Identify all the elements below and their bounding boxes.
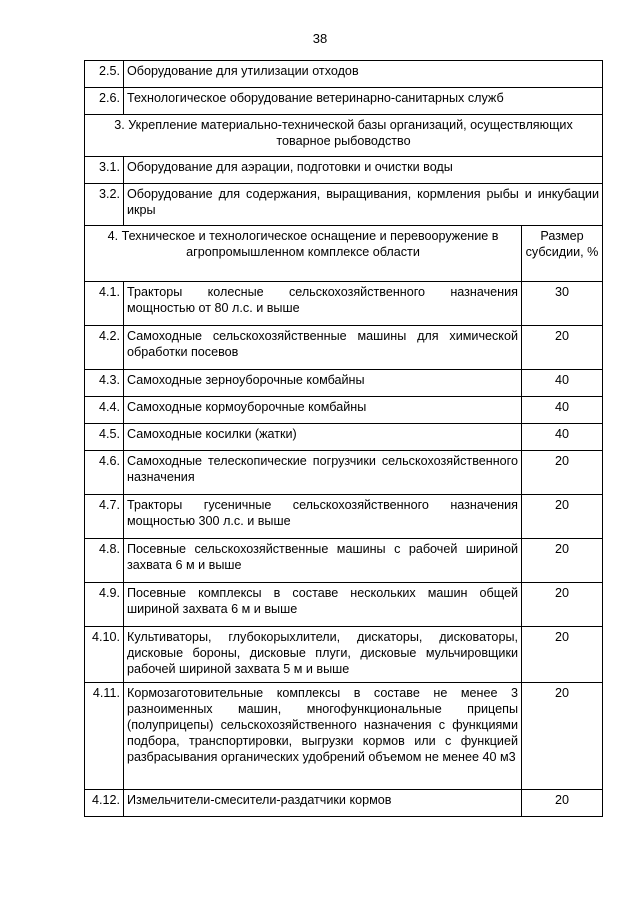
row-number: 4.12. (85, 790, 124, 817)
page-number: 38 (312, 31, 328, 46)
row-text: Посевные комплексы в составе нескольких машин общей шириной захвата 6 м и выше (124, 583, 522, 627)
row-number: 4.9. (85, 583, 124, 627)
row-text: Самоходные косилки (жатки) (124, 424, 522, 451)
row-text: Самоходные зерноуборочные комбайны (124, 370, 522, 397)
row-text: Технологическое оборудование ветеринарно-санитарных служб (124, 88, 603, 115)
table-row (85, 397, 603, 424)
section-4-title: 4. Техническое и технологическое оснащение и перевооружение в агропромышленном комплексе области (85, 226, 522, 282)
row-number: 4.7. (85, 495, 124, 539)
row-text: Оборудование для утилизации отходов (124, 61, 603, 88)
row-number: 4.11. (85, 683, 124, 790)
row-number: 4.3. (85, 370, 124, 397)
row-number: 4.6. (85, 451, 124, 495)
row-number: 2.6. (85, 88, 124, 115)
row-subsidy-value: 20 (522, 539, 603, 583)
table-row (85, 539, 603, 583)
section-header-row (85, 115, 603, 157)
table-row (85, 157, 603, 184)
table-row (85, 61, 603, 88)
table-row (85, 790, 603, 817)
row-number: 4.4. (85, 397, 124, 424)
table-row (85, 583, 603, 627)
table-row (85, 88, 603, 115)
row-text: Тракторы гусеничные сельскохозяйственного назначения мощностью 300 л.с. и выше (124, 495, 522, 539)
table-row (85, 683, 603, 790)
row-text: Оборудование для аэрации, подготовки и очистки воды (124, 157, 603, 184)
table-row (85, 495, 603, 539)
row-subsidy-value: 20 (522, 683, 603, 790)
row-subsidy-value: 20 (522, 583, 603, 627)
row-number: 4.1. (85, 282, 124, 326)
row-text: Посевные сельскохозяйственные машины с рабочей шириной захвата 6 м и выше (124, 539, 522, 583)
row-subsidy-value: 30 (522, 282, 603, 326)
row-subsidy-value: 20 (522, 627, 603, 683)
row-subsidy-value: 20 (522, 790, 603, 817)
row-subsidy-value: 40 (522, 397, 603, 424)
row-subsidy-value: 40 (522, 370, 603, 397)
table-row (85, 282, 603, 326)
row-number: 4.10. (85, 627, 124, 683)
row-text: Тракторы колесные сельскохозяйственного назначения мощностью от 80 л.с. и выше (124, 282, 522, 326)
row-text: Самоходные сельскохозяйственные машины для химической обработки посевов (124, 326, 522, 370)
row-number: 2.5. (85, 61, 124, 88)
row-number: 3.1. (85, 157, 124, 184)
row-number: 4.8. (85, 539, 124, 583)
row-number: 4.5. (85, 424, 124, 451)
table-row (85, 326, 603, 370)
row-text: Оборудование для содержания, выращивания, кормления рыбы и инкубации икры (124, 184, 603, 226)
table-row (85, 424, 603, 451)
table-row (85, 451, 603, 495)
row-text: Измельчители-смесители-раздатчики кормов (124, 790, 522, 817)
subsidy-table (84, 60, 603, 817)
table-row (85, 627, 603, 683)
row-number: 3.2. (85, 184, 124, 226)
row-subsidy-value: 20 (522, 495, 603, 539)
row-text: Кормозаготовительные комплексы в составе не менее 3 разноименных машин, многофункциональные прицепы (полуприцепы) сельскохозяйственного назначения с функциями подбора, транспортировки, выгрузки кормов или с функцией разбрасывания органических удобрений объемом не менее 40 м3 (124, 683, 522, 790)
row-text: Самоходные телескопические погрузчики сельскохозяйственного назначения (124, 451, 522, 495)
table-row (85, 370, 603, 397)
row-subsidy-value: 20 (522, 326, 603, 370)
subsidy-size-header: Размер субсидии, % (522, 226, 603, 282)
row-subsidy-value: 40 (522, 424, 603, 451)
section-header-row (85, 226, 603, 282)
row-subsidy-value: 20 (522, 451, 603, 495)
row-text: Культиваторы, глубокорыхлители, дискаторы, дисковаторы, дисковые бороны, дисковые плуги, дисковые мульчировщики рабочей шириной захвата 5 м и выше (124, 627, 522, 683)
table-row (85, 184, 603, 226)
row-number: 4.2. (85, 326, 124, 370)
section-3-title: 3. Укрепление материально-технической базы организаций, осуществляющих товарное рыбоводство (85, 115, 603, 157)
row-text: Самоходные кормоуборочные комбайны (124, 397, 522, 424)
